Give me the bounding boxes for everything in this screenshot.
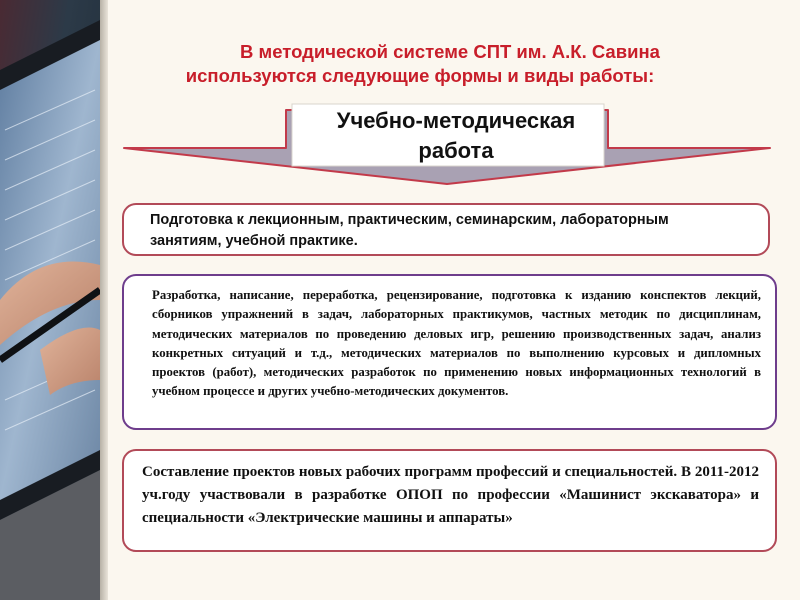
text-box-lessons-text: Подготовка к лекционным, практическим, семинарским, лабораторным занятиям, учебной практике. (150, 212, 669, 249)
text-box-development-text: Разработка, написание, переработка, рецензирование, подготовка к изданию конспектов лекций, сборников упражнений в задач, лабораторных практикумов, частных методик по дисциплинам, методических материалов по проведению деловых игр, решению производственных задач, анализ конкретных ситуаций и т.д., методических материалов по выполнению курсовых и дипломных проектов (работ), методических разработок по применению новых информационных технологий в учебном процессе и других учебно-методических документов. (152, 288, 761, 399)
divider (100, 0, 108, 600)
arrow-label (296, 106, 616, 166)
title-line-2: используются следующие формы и виды работы: (185, 65, 655, 86)
tablet-photo-icon (0, 0, 100, 600)
slide-title (150, 40, 750, 88)
text-box-development (122, 274, 777, 430)
title-line-1: В методической системе СПТ им. А.К. Савина (240, 41, 660, 62)
arrow-label-line-2: работа (418, 138, 494, 163)
text-box-programs (122, 449, 777, 552)
text-box-lessons (122, 203, 770, 256)
arrow-label-line-1: Учебно-методическая (336, 108, 576, 133)
tablet-photo (0, 0, 100, 600)
text-box-programs-text: Составление проектов новых рабочих программ профессий и специальностей. В 2011-2012 уч.году участвовали в разработке ОПОП по профессии «Машинист экскаватора» и специальности «Электрические машины и аппараты» (142, 464, 759, 526)
